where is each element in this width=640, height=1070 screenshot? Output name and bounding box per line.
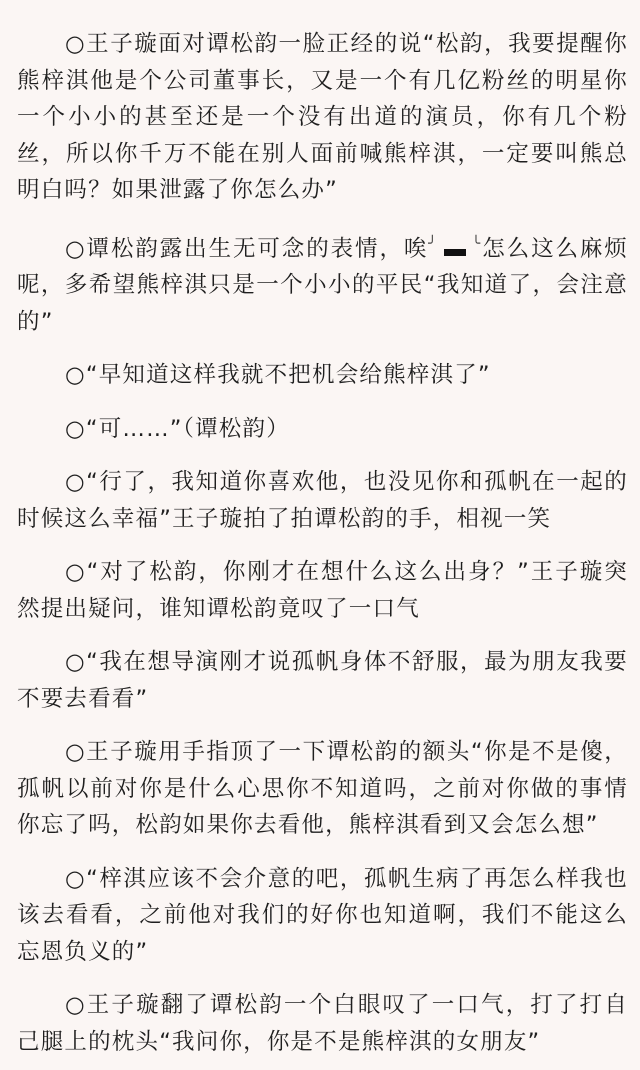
paragraph-8: ○王子璇用手指顶了一下谭松韵的额头“你是不是傻，孤帆以前对你是什么心思你不知道吗，之前对你做的事情你忘了吗，松韵如果你去看他，熊梓淇看到又会怎么想” [17, 739, 628, 838]
paragraph-2-text-after: 怎么这么麻烦呢，多希望熊梓淇只是一个小小的平民“我知道了，会注意的” [17, 235, 628, 335]
paragraph-4: ○“可……”（谭松韵） [65, 415, 290, 442]
paragraph-10: ○王子璇翻了谭松韵一个白眼叹了一口气，打了打自己腿上的枕头“我问你，你是不是熊梓淇的女朋友” [17, 992, 628, 1055]
emoticon-left-stroke: ╯ [428, 235, 438, 252]
paragraph-6: ○“对了松韵，你刚才在想什么这么出身？”王子璇突然提出疑问，谁知谭松韵竟叹了一口气 [17, 559, 628, 622]
paragraph-5: ○“行了，我知道你喜欢他，也没见你和孤帆在一起的时候这么幸福”王子璇拍了拍谭松韵的手，相视一笑 [17, 469, 628, 532]
emoticon-mouth-bar [444, 249, 466, 256]
paragraph-2 [17, 226, 628, 341]
paragraph-9: ○“梓淇应该不会介意的吧，孤帆生病了再怎么样我也该去看看，之前他对我们的好你也知道啊，我们不能这么忘恩负义的” [17, 865, 628, 965]
paragraph-3: ○“早知道这样我就不把机会给熊梓淇了” [65, 362, 491, 388]
emoticon-right-stroke: ╰ [471, 235, 482, 252]
paragraph-7: ○“我在想导演刚才说孤帆身体不舒服，最为朋友我要不要去看看” [17, 649, 628, 712]
paragraph-1: ○王子璇面对谭松韵一脸正经的说“松韵，我要提醒你熊梓淇他是个公司董事长，又是一个有几亿粉丝的明星你一个小小的甚至还是一个没有出道的演员，你有几个粉丝，所以你千万不能在别人面前喊熊梓淇，一定要叫熊总明白吗？如果泄露了你怎么办” [17, 31, 628, 203]
paragraph-2-text-before: ○谭松韵露出生无可念的表情，唉 [65, 235, 429, 262]
